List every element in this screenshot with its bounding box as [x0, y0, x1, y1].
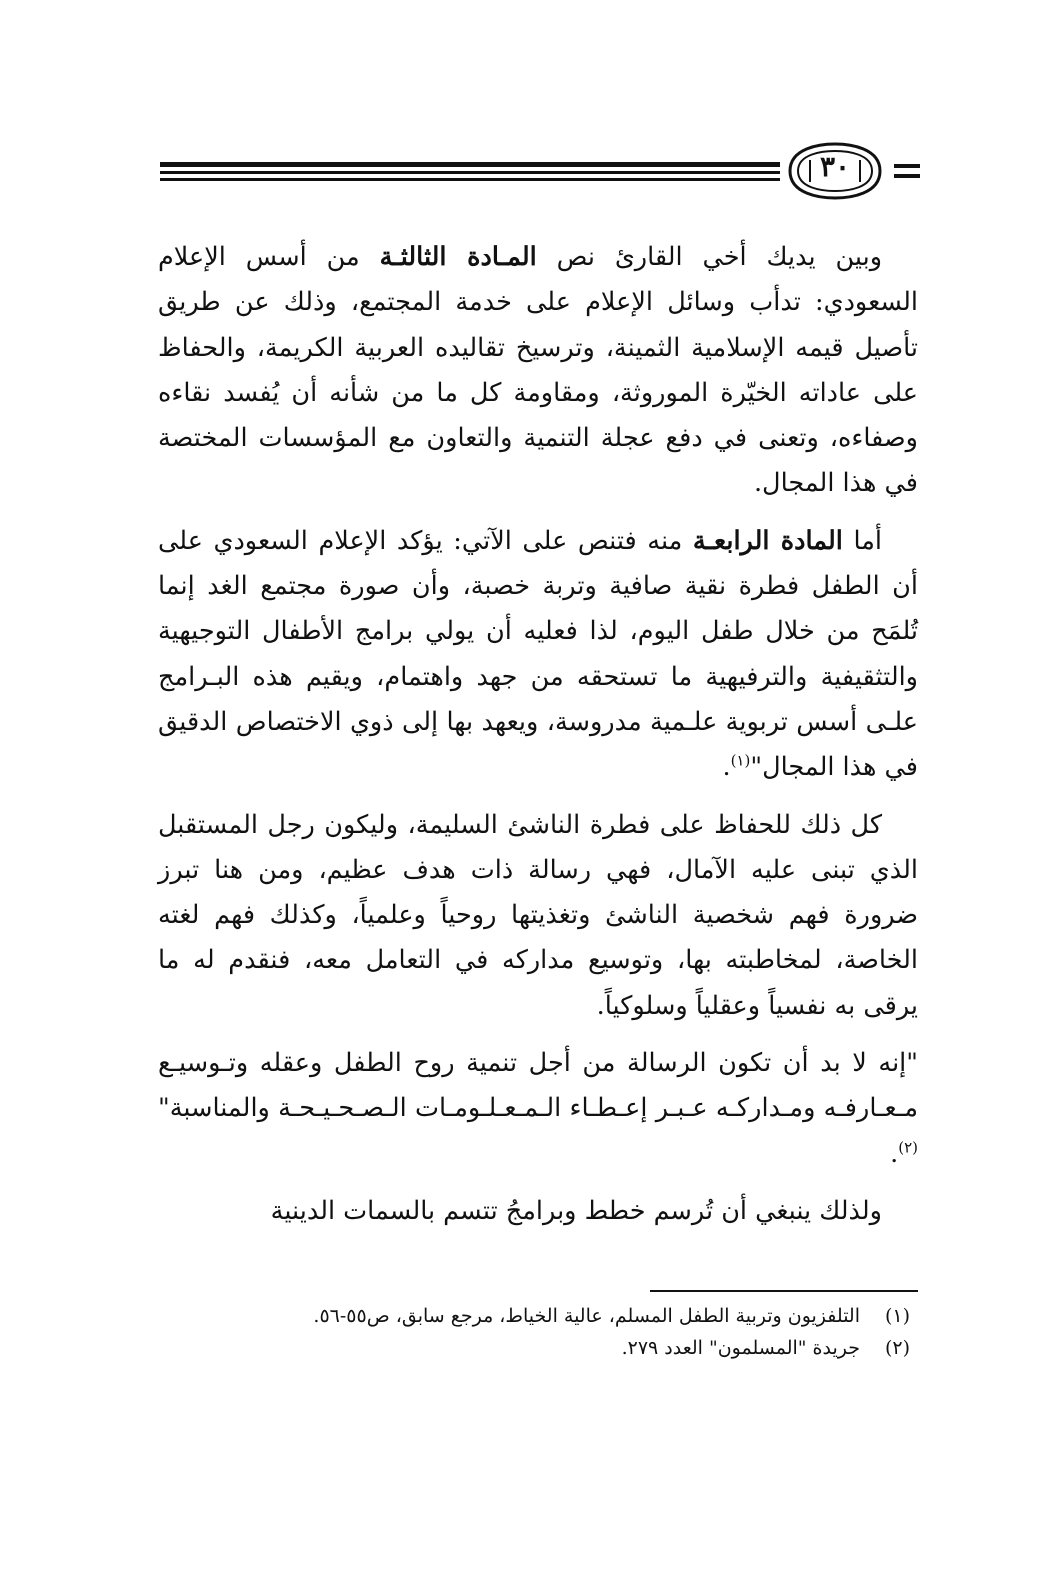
footnote-ref-1[interactable]: (١)	[730, 751, 751, 770]
paragraph-2-text-b: منه فتنص على الآتي: يؤكد الإعلام السعودي على أن الطفل فطرة نقية صافية وتربة خصبة، وأن صورة مجتمع الغد إنما تُلمَح من خلال طفل اليوم، لذا فعليه أن يولي برامج الأطفال التوجيهية والتثقيفية والترفيهية ما تستحقه من جهد واهتمام، ويقيم هذه البـرامج علـى أسس تربوية علـمية مدروسة، ويعهد بها إلى ذوي الاختصاص الدقيق في هذا المجال"	[158, 525, 918, 783]
footnote-1-text: التلفزيون وتربية الطفل المسلم، عالية الخياط، مرجع سابق، ص٥٥-٥٦.	[313, 1305, 860, 1327]
paragraph-5: ولذلك ينبغي أن تُرسم خطط وبرامجُ تتسم بالسمات الدينية	[270, 1195, 882, 1226]
footnotes	[158, 1300, 918, 1364]
header-rule-left	[160, 162, 780, 181]
page-number: ٣٠	[819, 150, 851, 183]
paragraph-4-end: .	[890, 1138, 899, 1169]
footnote-2-number: (٢)	[884, 1337, 910, 1359]
paragraph-1-text-b: من أسس الإعلام السعودي: تدأب وسائل الإعلام على خدمة المجتمع، وذلك عن طريق تأصيل قيمه الإسلامية الثمينة، وترسيخ تقاليده العربية الكريمة، والحفاظ على عاداته الخيّرة الموروثة، ومقاومة كل ما من شأنه أن يُفسد نقاءه وصفاءه، وتعنى في دفع عجلة التنمية والتعاون مع المؤسسات المختصة في هذا المجال.	[158, 242, 918, 499]
page-header	[160, 140, 920, 210]
footnote-1-number: (١)	[884, 1305, 910, 1327]
paragraph-2-bold: المادة الرابعـة	[692, 525, 843, 556]
footnote-2-text: جريدة "المسلمون" العدد ٢٧٩.	[621, 1337, 860, 1359]
footnote-ref-2[interactable]: (٢)	[898, 1138, 918, 1157]
header-rule-right	[894, 164, 920, 184]
paragraph-2	[158, 519, 918, 791]
paragraph-2-text-a: أما	[842, 525, 882, 556]
paragraph-1-text-a: وبين يديك أخي القارئ نص	[536, 242, 883, 272]
paragraph-4	[158, 1041, 918, 1177]
paragraph-2-end: .	[722, 752, 731, 783]
footnote-separator	[650, 1290, 918, 1292]
paragraph-4-text: "إنه لا بد أن تكون الرسالة من أجل تنمية روح الطفل وعقله وتـوسيـع مـعـارفـه ومـداركـه عـبـر إعـطـاء الـمـعـلـومـات الـصـحـيـحـة والمناسبة"	[158, 1048, 918, 1124]
main-text	[158, 235, 918, 1246]
paragraph-3: كل ذلك للحفاظ على فطرة الناشئ السليمة، وليكون رجل المستقبل الذي تبنى عليه الآمال، فهي رسالة ذات هدف عظيم، ومن هنا تبرز ضرورة فهم شخصية الناشئ وتغذيتها روحياً وعلمياً، وكذلك فهم لغته الخاصة، لمخاطبته بها، وتوسيع مداركه في التعامل معه، فنقدم له ما يرقى به نفسياً وعقلياً وسلوكياً.	[158, 809, 918, 1021]
paragraph-1	[158, 235, 918, 507]
footnote-2	[158, 1332, 918, 1364]
footnote-1	[158, 1300, 918, 1332]
paragraph-1-bold: المـادة الثالثـة	[379, 242, 537, 272]
